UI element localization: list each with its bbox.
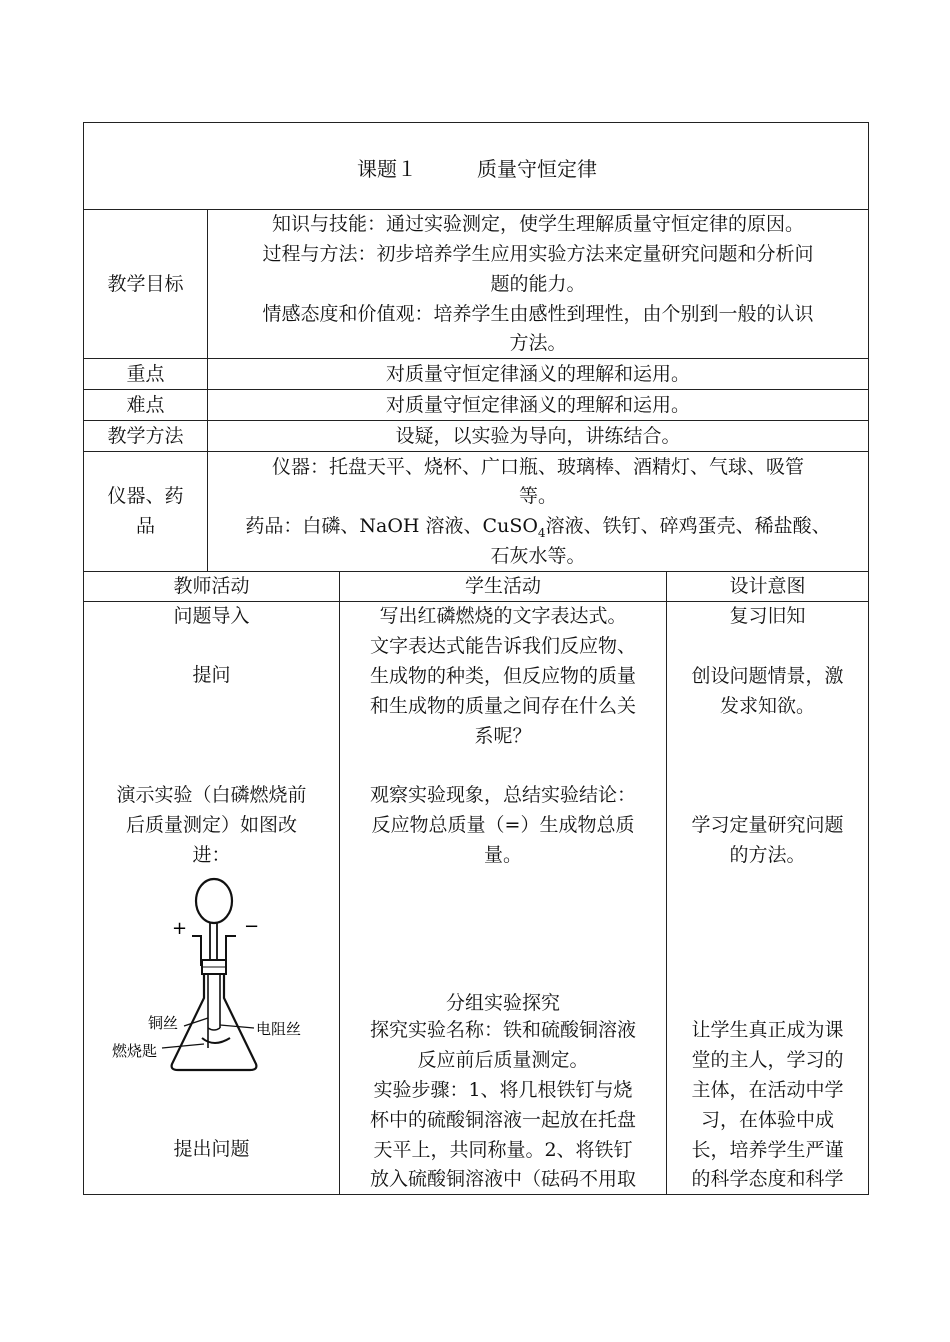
spoon-shape (202, 1038, 230, 1043)
teacher-demo-line2: 后质量测定）如图改 (125, 814, 297, 836)
teacher-ask: 提问 (192, 664, 231, 686)
copper-wire-label: 铜丝 (148, 1014, 179, 1032)
lesson-plan-table (83, 122, 869, 1195)
design-line: 的方法。 (729, 844, 806, 866)
design-line: 发求知欲。 (719, 695, 815, 717)
student-line: 天平上，共同称量。2、将铁钉 (373, 1139, 633, 1161)
design-line: 学习定量研究问题 (691, 814, 844, 836)
lesson-number: 课题１ (357, 157, 417, 181)
materials-label-line2: 品 (135, 515, 155, 537)
student-line: 杯中的硫酸铜溶液一起放在托盘 (369, 1109, 636, 1131)
lesson-name: 质量守恒定律 (477, 157, 597, 181)
plus-sign: + (172, 918, 188, 939)
design-line: 主体，在活动中学 (691, 1079, 844, 1101)
teacher-intro: 问题导入 (173, 605, 250, 627)
design-line: 复习旧知 (729, 605, 806, 627)
design-line: 长，培养学生严谨 (691, 1139, 844, 1161)
teacher-demo-line3: 进： (192, 844, 231, 866)
method-label: 教学方法 (107, 425, 184, 447)
lesson-title (84, 153, 870, 182)
difficulty-label: 难点 (126, 394, 165, 416)
instruments-line2: 等。 (518, 485, 557, 507)
instruments-line1: 仪器：托盘天平、烧杯、广口瓶、玻璃棒、酒精灯、气球、吸管 (271, 456, 804, 478)
goal-knowledge: 知识与技能：通过实验测定，使学生理解质量守恒定律的原因。 (271, 213, 804, 235)
design-intent-header: 设计意图 (729, 575, 806, 597)
student-line: 和生成物的质量之间存在什么关 (369, 695, 636, 717)
chemicals-line2: 石灰水等。 (490, 545, 586, 567)
goal-process-line2: 题的能力。 (490, 273, 586, 295)
spoon-label: 燃烧匙 (112, 1042, 158, 1060)
student-line: 观察实验现象，总结实验结论： (369, 784, 636, 806)
student-activity-header: 学生活动 (464, 575, 541, 597)
student-line: 放入硫酸铜溶液中（砝码不用取 (369, 1168, 636, 1190)
student-line: 写出红磷燃烧的文字表达式。 (379, 605, 627, 627)
resistance-wire-label: 电阻丝 (256, 1020, 302, 1038)
student-line: 量。 (483, 844, 522, 866)
design-line: 习，在体验中成 (700, 1109, 834, 1131)
student-line: 实验步骤：1、将几根铁钉与烧 (373, 1079, 633, 1101)
goal-emotion-line1: 情感态度和价值观：培养学生由感性到理性，由个别到一般的认识 (262, 303, 814, 325)
student-line: 探究实验名称：铁和硫酸铜溶液 (369, 1019, 636, 1041)
teacher-activity-header: 教师活动 (173, 575, 250, 597)
key-point-label: 重点 (126, 363, 165, 385)
design-line: 让学生真正成为课 (691, 1019, 844, 1041)
flask-shape (172, 974, 257, 1070)
design-line: 的科学态度和科学 (691, 1168, 844, 1190)
difficulty-value: 对质量守恒定律涵义的理解和运用。 (385, 394, 690, 416)
student-line: 分组实验探究 (445, 992, 560, 1014)
goal-emotion-line2: 方法。 (509, 332, 567, 354)
key-point-value: 对质量守恒定律涵义的理解和运用。 (385, 363, 690, 385)
student-line: 反应前后质量测定。 (417, 1049, 589, 1071)
chemicals-suffix: 溶液、铁钉、碎鸡蛋壳、稀盐酸、 (545, 515, 831, 537)
teacher-raise-question: 提出问题 (173, 1138, 250, 1160)
goals-label: 教学目标 (107, 273, 184, 295)
design-line: 创设问题情景，激 (691, 665, 844, 687)
chemicals-prefix: 药品：白磷、NaOH 溶液、CuSO (245, 515, 538, 537)
student-line: 系呢？ (474, 725, 532, 747)
white-phosphorus-experiment-diagram (104, 868, 324, 1083)
student-line: 生成物的种类，但反应物的质量 (369, 665, 636, 687)
student-line: 文字表达式能告诉我们反应物、 (369, 635, 636, 657)
chemicals-subscript: 4 (537, 525, 546, 540)
student-line: 反应物总质量（=）生成物总质 (371, 814, 635, 836)
teacher-demo-line1: 演示实验（白磷燃烧前 (116, 784, 307, 806)
goal-process-line1: 过程与方法：初步培养学生应用实验方法来定量研究问题和分析问 (262, 243, 814, 265)
design-line: 堂的主人，学习的 (691, 1049, 844, 1071)
minus-sign: − (244, 916, 260, 937)
method-value: 设疑，以实验为导向，讲练结合。 (395, 425, 681, 447)
materials-label-line1: 仪器、药 (107, 485, 184, 507)
balloon-shape (196, 879, 232, 923)
